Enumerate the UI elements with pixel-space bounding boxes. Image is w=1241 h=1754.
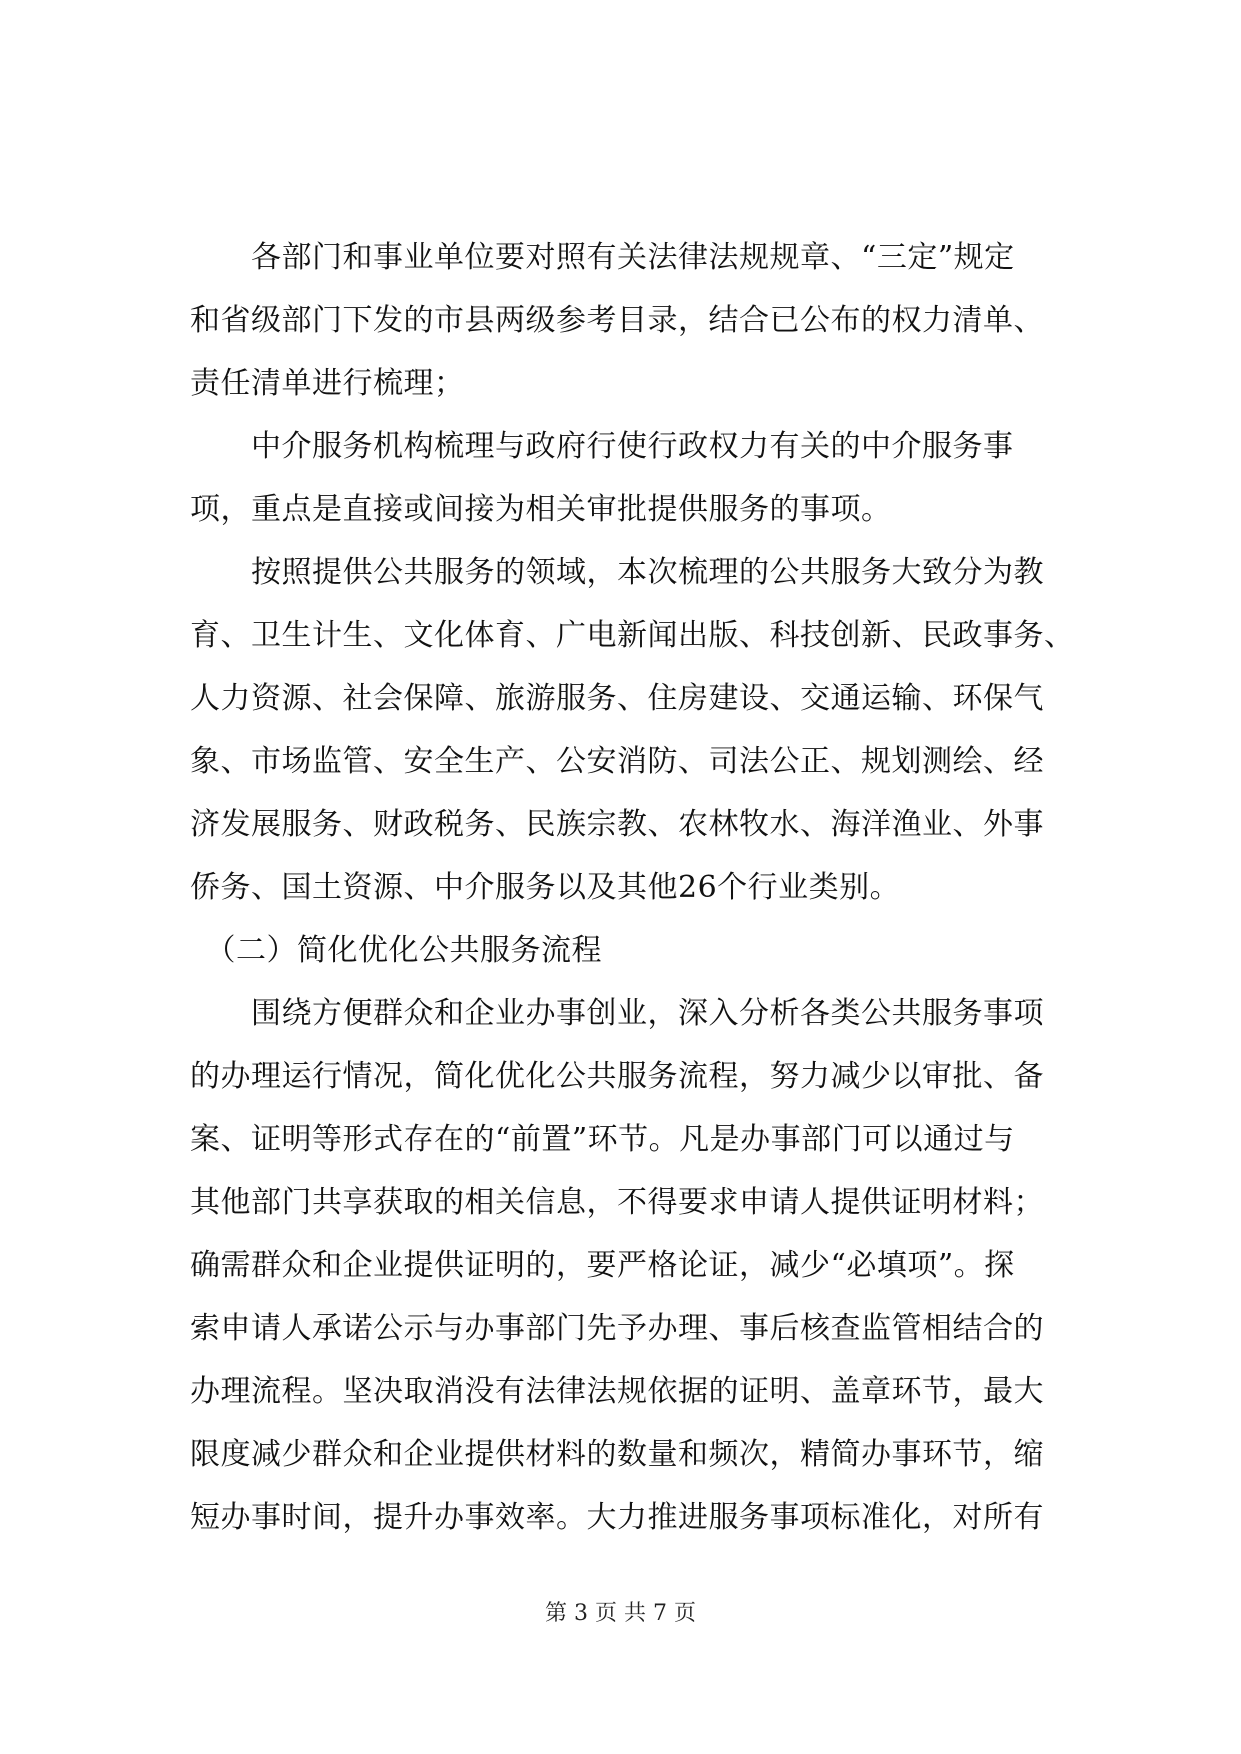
text-line: 案、证明等形式存在的“前置”环节。凡是办事部门可以通过与: [190, 1122, 1015, 1157]
text-line: 人力资源、社会保障、旅游服务、住房建设、交通运输、环保气: [190, 681, 1044, 716]
text-line: 侨务、国土资源、中介服务以及其他26个行业类别。: [190, 870, 901, 905]
page-number: 第 3 页 共 7 页: [545, 1601, 696, 1626]
text-line: 限度减少群众和企业提供材料的数量和频次，精简办事环节，缩: [190, 1437, 1044, 1472]
text-line: 中介服务机构梳理与政府行使行政权力有关的中介服务事: [190, 429, 1014, 464]
text-line: 项，重点是直接或间接为相关审批提供服务的事项。: [190, 492, 892, 527]
text-line: 按照提供公共服务的领域，本次梳理的公共服务大致分为教: [190, 555, 1044, 590]
text-line: 和省级部门下发的市县两级参考目录，结合已公布的权力清单、: [190, 303, 1044, 338]
text-line: 育、卫生计生、文化体育、广电新闻出版、科技创新、民政事务、: [190, 618, 1075, 653]
section-heading: （二）简化优化公共服务流程: [190, 933, 602, 968]
text-line: 其他部门共享获取的相关信息，不得要求申请人提供证明材料；: [190, 1185, 1044, 1220]
text-line: 的办理运行情况，简化优化公共服务流程，努力减少以审批、备: [190, 1059, 1044, 1094]
text-line: 责任清单进行梳理；: [190, 366, 465, 401]
text-line: 办理流程。坚决取消没有法律法规依据的证明、盖章环节，最大: [190, 1374, 1044, 1409]
text-line: 象、市场监管、安全生产、公安消防、司法公正、规划测绘、经: [190, 744, 1044, 779]
text-line: 短办事时间，提升办事效率。大力推进服务事项标准化，对所有: [190, 1500, 1044, 1535]
text-line: 济发展服务、财政税务、民族宗教、农林牧水、海洋渔业、外事: [190, 807, 1044, 842]
text-line: 索申请人承诺公示与办事部门先予办理、事后核查监管相结合的: [190, 1311, 1044, 1346]
text-line: 各部门和事业单位要对照有关法律法规规章、“三定”规定: [190, 240, 1015, 275]
text-line: 确需群众和企业提供证明的，要严格论证，减少“必填项”。探: [190, 1248, 1015, 1283]
document-body: [190, 226, 1080, 1549]
text-line: 围绕方便群众和企业办事创业，深入分析各类公共服务事项: [190, 996, 1044, 1031]
